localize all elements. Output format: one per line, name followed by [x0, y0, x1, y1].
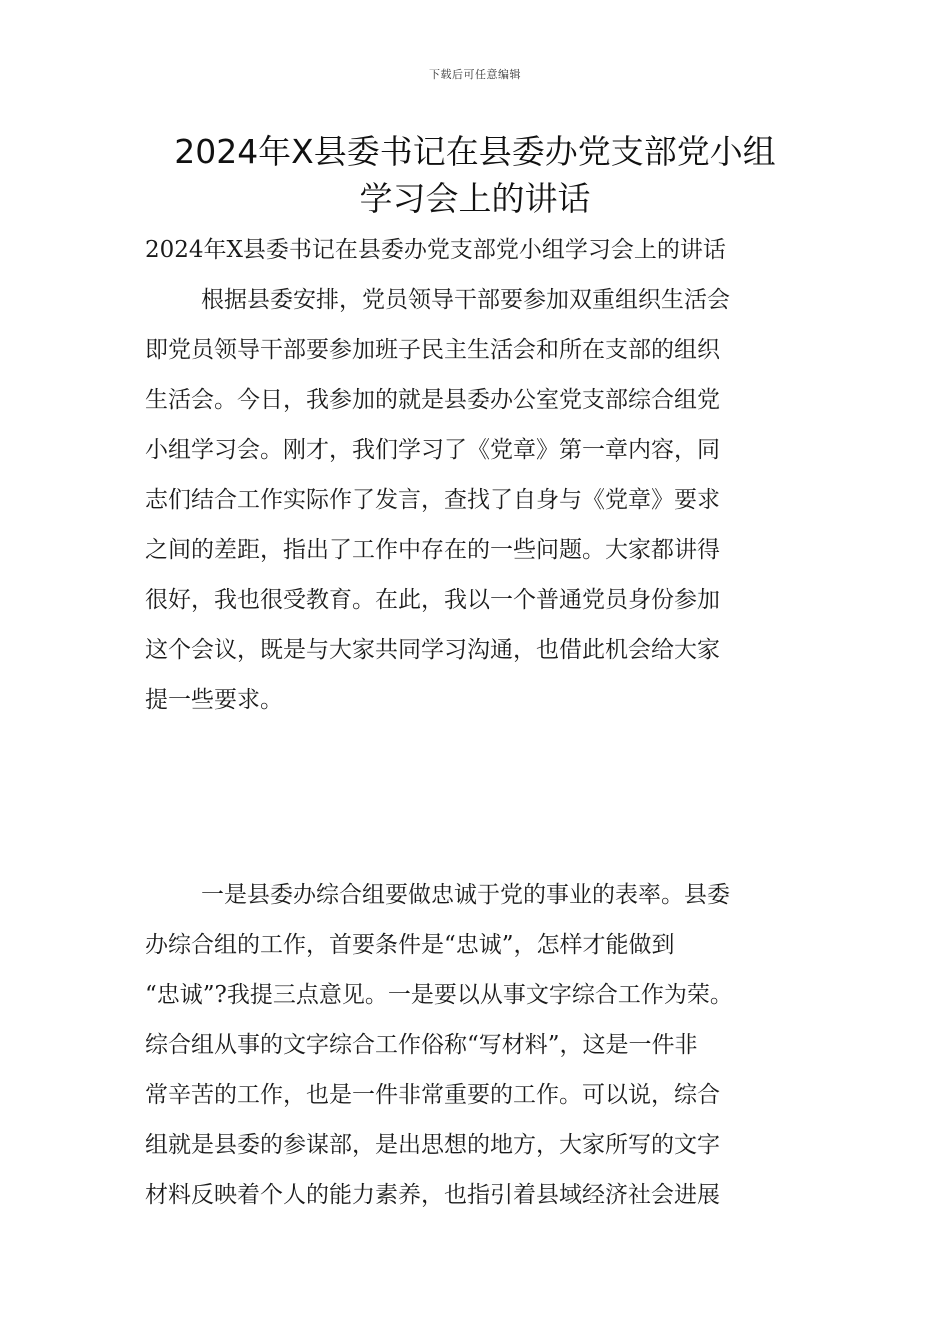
paragraph-line: 生活会。今日，我参加的就是县委办公室党支部综合组党 [145, 387, 720, 413]
paragraph-line: 提一些要求。 [145, 687, 283, 713]
paragraph-line: 组就是县委的参谋部，是出思想的地方，大家所写的文字 [145, 1132, 720, 1158]
document-subtitle: 2024年X县委书记在县委办党支部党小组学习会上的讲话 [145, 237, 726, 263]
paragraph-line: 综合组从事的文字综合工作俗称“写材料”，这是一件非 [145, 1032, 698, 1058]
title-line: 2024年X县委书记在县委办党支部党小组 [174, 132, 776, 171]
paragraph-line: “忠诚”?我提三点意见。一是要以从事文字综合工作为荣。 [145, 982, 733, 1008]
document-title [120, 128, 830, 222]
paragraph-line: 志们结合工作实际作了发言，查找了自身与《党章》要求 [145, 487, 720, 513]
paragraph-line: 常辛苦的工作，也是一件非常重要的工作。可以说，综合 [145, 1082, 720, 1108]
body-paragraph [145, 870, 845, 1220]
paragraph-line: 即党员领导干部要参加班子民主生活会和所在支部的组织 [145, 337, 720, 363]
paragraph-line: 这个会议，既是与大家共同学习沟通，也借此机会给大家 [145, 637, 720, 663]
paragraph-line: 很好，我也很受教育。在此，我以一个普通党员身份参加 [145, 587, 720, 613]
paragraph-line: 材料反映着个人的能力素养，也指引着县域经济社会进展 [145, 1182, 720, 1208]
body-paragraph [145, 275, 845, 725]
paragraph-line: 一是县委办综合组要做忠诚于党的事业的表率。县委 [201, 882, 730, 908]
paragraph-line: 办综合组的工作，首要条件是“忠诚”，怎样才能做到 [145, 932, 675, 958]
paragraph-line: 小组学习会。刚才，我们学习了《党章》第一章内容，同 [145, 437, 720, 463]
paragraph-line: 之间的差距，指出了工作中存在的一些问题。大家都讲得 [145, 537, 720, 563]
title-line: 学习会上的讲话 [359, 179, 591, 218]
paragraph-line: 根据县委安排，党员领导干部要参加双重组织生活会 [201, 287, 730, 313]
header-note: 下载后可任意编辑 [429, 68, 521, 81]
